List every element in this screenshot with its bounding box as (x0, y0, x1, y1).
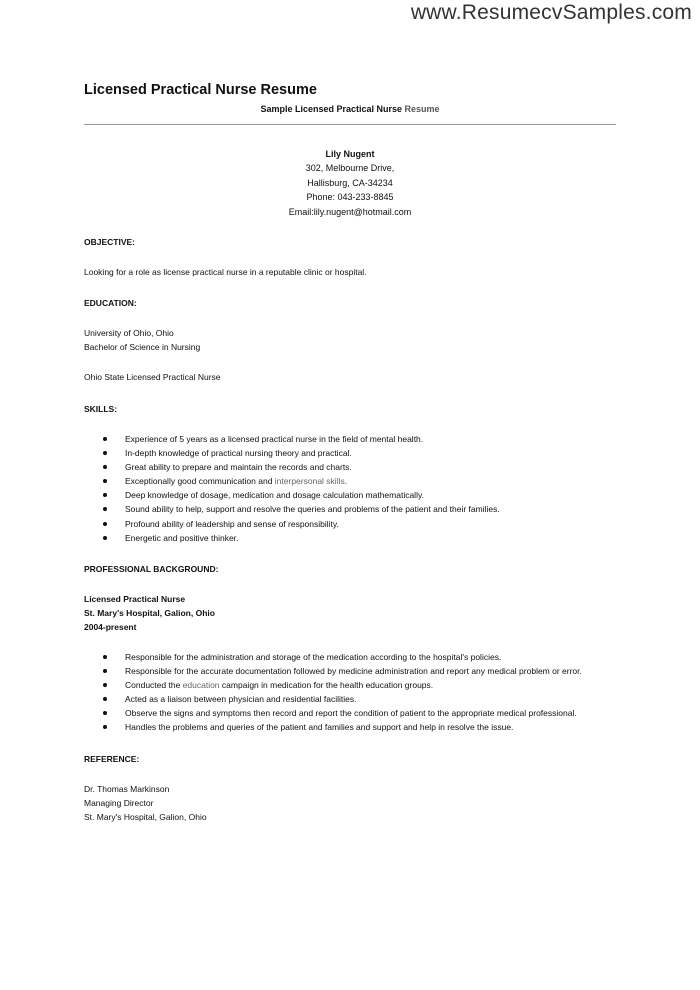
subtitle-accent: Resume (404, 104, 440, 114)
bullet-icon (103, 522, 107, 526)
bullet-icon (103, 697, 107, 701)
candidate-name: Lily Nugent (325, 149, 375, 159)
education-line-2: Bachelor of Science in Nursing (84, 342, 201, 352)
responsibility-item: Observe the signs and symptoms then record and report the condition of patient to the appropriate medical professional. (84, 706, 624, 720)
interpersonal-skills-link[interactable]: interpersonal skills (274, 476, 345, 487)
bullet-icon (103, 683, 107, 687)
address-line-1: 302, Melbourne Drive, (305, 163, 395, 174)
job-role: Licensed Practical Nurse (84, 594, 186, 604)
job-employer: St. Mary's Hospital, Galion, Ohio (84, 608, 215, 618)
site-watermark: www.ResumecvSamples.com (410, 1, 692, 24)
page-title: Licensed Practical Nurse Resume (84, 82, 317, 98)
page-subtitle (0, 104, 700, 114)
responsibility-item: Acted as a liaison between physician and residential facilities. (84, 692, 624, 706)
reference-name: Dr. Thomas Markinson (84, 784, 170, 794)
skill-item: In-depth knowledge of practical nursing theory and practical. (84, 446, 624, 460)
reference-section (84, 752, 624, 824)
bullet-icon (103, 669, 107, 673)
phone: Phone: 043-233-8845 (306, 192, 394, 203)
education-line-1: University of Ohio, Ohio (84, 328, 174, 338)
bullet-icon (103, 725, 107, 729)
bullet-icon (103, 465, 107, 469)
skill-item: Experience of 5 years as a licensed practical nurse in the field of mental health. (84, 432, 624, 446)
objective-text: Looking for a role as license practical nurse in a reputable clinic or hospital. (84, 267, 367, 277)
bullet-icon (103, 437, 107, 441)
responsibility-item: Handles the problems and queries of the patient and families and support and help in resolve the issue. (84, 720, 624, 734)
bullet-icon (103, 711, 107, 715)
bullet-icon (103, 493, 107, 497)
reference-position: Managing Director (84, 798, 154, 808)
bullet-icon (103, 479, 107, 483)
email: Email:lily.nugent@hotmail.com (288, 206, 412, 217)
education-line-3: Ohio State Licensed Practical Nurse (84, 372, 221, 382)
education-section (84, 296, 624, 384)
bullet-icon (103, 451, 107, 455)
education-heading: EDUCATION: (84, 298, 137, 308)
responsibility-item: Responsible for the accurate documentation followed by medicine administration and report any medical problem or error. (84, 664, 624, 678)
skill-item: Deep knowledge of dosage, medication and dosage calculation mathematically. (84, 488, 624, 502)
responsibilities-list (84, 650, 624, 735)
skill-item: Exceptionally good communication and interpersonal skills. (84, 474, 624, 488)
address-line-2: Hallisburg, CA-34234 (307, 177, 393, 188)
subtitle-main: Sample Licensed Practical Nurse (260, 104, 403, 114)
bullet-icon (103, 655, 107, 659)
objective-heading: OBJECTIVE: (84, 237, 136, 247)
background-heading: PROFESSIONAL BACKGROUND: (84, 564, 219, 574)
skill-item: Sound ability to help, support and resolve the queries and problems of the patient and their families. (84, 502, 624, 516)
reference-org: St. Mary's Hospital, Galion, Ohio (84, 812, 207, 822)
skills-list (84, 432, 624, 545)
objective-section (84, 235, 624, 279)
skill-item: Energetic and positive thinker. (84, 531, 624, 545)
skill-item: Great ability to prepare and maintain the records and charts. (84, 460, 624, 474)
responsibility-item: Conducted the education campaign in medication for the health education groups. (84, 678, 624, 692)
bullet-icon (103, 507, 107, 511)
background-section (84, 562, 624, 735)
reference-heading: REFERENCE: (84, 754, 140, 764)
contact-block (0, 147, 700, 219)
skills-heading: SKILLS: (84, 404, 118, 414)
header-divider (84, 124, 616, 125)
responsibility-item: Responsible for the administration and storage of the medication according to the hospital's policies. (84, 650, 624, 664)
bullet-icon (103, 536, 107, 540)
skill-item: Profound ability of leadership and sense of responsibility. (84, 517, 624, 531)
education-link[interactable]: education (182, 680, 220, 691)
skills-section (84, 402, 624, 545)
job-period: 2004-present (84, 622, 137, 632)
